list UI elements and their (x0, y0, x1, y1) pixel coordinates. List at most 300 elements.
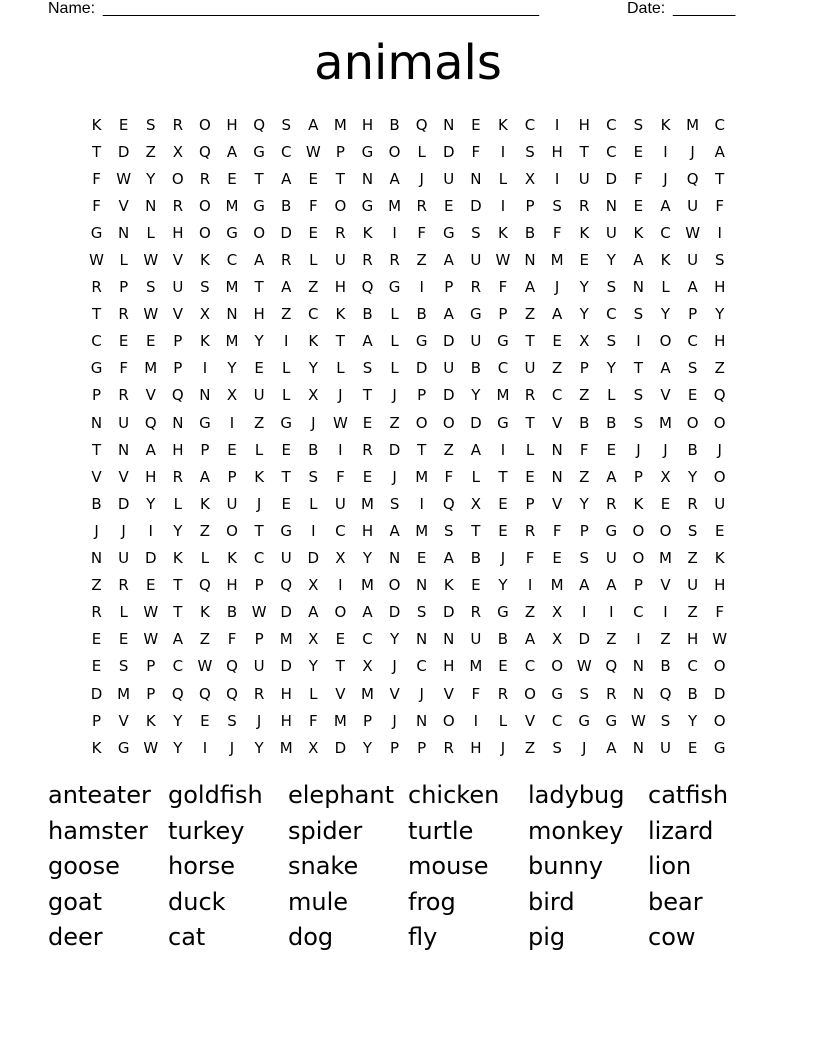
grid-letter: G (117, 738, 130, 757)
grid-letter: O (334, 603, 347, 622)
grid-letter: H (686, 630, 699, 649)
grid-letter: Z (579, 386, 590, 405)
grid-letter: U (687, 576, 699, 595)
grid-letter: E (91, 630, 102, 649)
grid-letter: U (578, 169, 590, 188)
grid-letter: P (173, 332, 183, 351)
grid-letter: U (470, 332, 482, 351)
grid-letter: E (145, 576, 156, 595)
grid-letter: H (551, 142, 563, 161)
grid-letter: J (500, 738, 506, 757)
word-bank-item: lion (648, 852, 692, 881)
word-bank-item: goldfish (168, 781, 263, 809)
grid-letter: A (172, 630, 183, 649)
grid-letter: V (524, 711, 536, 730)
grid-letter: N (605, 196, 617, 215)
grid-letter: M (279, 738, 293, 757)
word-bank-item: turkey (168, 816, 245, 845)
grid-letter: I (663, 142, 668, 161)
grid-letter: Y (606, 251, 616, 270)
grid-letter: I (338, 440, 343, 459)
grid-letter: F (525, 549, 535, 568)
grid-letter: H (714, 332, 726, 351)
word-bank-item: snake (288, 852, 359, 881)
grid-letter: Y (254, 738, 264, 757)
grid-letter: U (118, 413, 130, 432)
grid-letter: L (146, 223, 155, 242)
grid-letter: Q (171, 684, 184, 703)
grid-letter: T (633, 359, 643, 378)
grid-letter: A (606, 467, 617, 486)
grid-letter: A (362, 332, 373, 351)
grid-letter: B (470, 359, 481, 378)
grid-letter: V (145, 386, 156, 405)
grid-letter: R (524, 386, 536, 405)
grid-letter: B (281, 196, 292, 215)
grid-letter: C (91, 332, 102, 351)
grid-letter: P (633, 576, 643, 595)
grid-letter: N (443, 630, 455, 649)
word-bank-item: cow (648, 923, 696, 952)
grid-letter: S (633, 386, 644, 405)
grid-letter: A (145, 440, 156, 459)
word-bank-item: ladybug (528, 781, 625, 809)
grid-letter: H (172, 223, 184, 242)
grid-letter: U (714, 494, 726, 513)
grid-letter: V (118, 196, 129, 215)
name-label: Name: (48, 0, 96, 17)
grid-letter: V (552, 413, 563, 432)
grid-letter: K (172, 549, 183, 568)
grid-letter: O (713, 711, 726, 730)
grid-letter: U (605, 549, 617, 568)
grid-letter: V (389, 684, 400, 703)
grid-letter: J (690, 142, 695, 161)
grid-letter: B (660, 657, 671, 676)
grid-letter: E (498, 494, 508, 513)
grid-letter: M (225, 278, 239, 297)
grid-letter: O (199, 223, 211, 242)
grid-letter: F (715, 196, 725, 215)
word-bank-item: goose (48, 852, 120, 881)
grid-letter: J (392, 711, 397, 730)
grid-letter: R (362, 440, 373, 459)
grid-letter: I (717, 223, 722, 242)
grid-letter: G (415, 332, 428, 351)
grid-letter: R (443, 738, 454, 757)
grid-letter: B (579, 413, 590, 432)
grid-letter: Z (687, 549, 698, 568)
worksheet-header (48, 0, 748, 20)
grid-letter: X (660, 467, 671, 486)
grid-letter: Q (199, 684, 211, 703)
grid-letter: C (524, 657, 536, 676)
grid-letter: L (498, 711, 508, 730)
grid-letter: C (551, 386, 563, 405)
grid-letter: P (498, 305, 508, 324)
grid-letter: B (524, 223, 536, 242)
grid-letter: M (496, 386, 510, 405)
grid-letter: T (525, 413, 535, 432)
grid-letter: E (227, 169, 237, 188)
grid-letter: Y (389, 630, 400, 649)
grid-letter: S (633, 115, 644, 134)
grid-letter: J (256, 494, 262, 513)
grid-letter: D (307, 549, 320, 568)
grid-letter: I (554, 169, 560, 188)
grid-letter: M (415, 467, 429, 486)
grid-letter: N (361, 169, 374, 188)
grid-letter: E (633, 196, 644, 215)
grid-letter: G (551, 684, 563, 703)
word-bank-item: frog (408, 887, 456, 916)
grid-letter: R (91, 603, 102, 622)
grid-letter: G (442, 223, 455, 242)
grid-letter: E (579, 251, 589, 270)
grid-letter: G (253, 142, 265, 161)
grid-letter: F (715, 603, 725, 622)
grid-letter: P (390, 738, 400, 757)
grid-letter: L (471, 467, 481, 486)
grid-letter: D (442, 142, 455, 161)
grid-letter: I (148, 521, 153, 540)
grid-letter: L (498, 169, 508, 188)
grid-letter: S (525, 142, 535, 161)
grid-letter: L (309, 251, 318, 270)
grid-letter: O (713, 413, 726, 432)
word-bank-item: mouse (408, 852, 489, 881)
grid-letter: L (525, 440, 535, 459)
grid-letter: L (254, 440, 264, 459)
grid-letter: E (254, 359, 264, 378)
grid-letter: C (606, 115, 617, 134)
grid-letter: Z (687, 603, 698, 622)
grid-letter: W (143, 738, 159, 757)
grid-letter: E (444, 196, 454, 215)
grid-letter: R (470, 278, 482, 297)
grid-letter: G (280, 521, 293, 540)
grid-letter: V (172, 305, 183, 324)
grid-letter: J (392, 467, 397, 486)
grid-letter: I (338, 576, 343, 595)
grid-letter: S (471, 223, 481, 242)
grid-letter: E (687, 386, 698, 405)
word-bank-item: hamster (48, 816, 148, 845)
grid-letter: P (444, 278, 454, 297)
grid-letter: M (469, 657, 483, 676)
grid-letter: A (443, 251, 454, 270)
grid-letter: Y (362, 549, 373, 568)
grid-letter: M (550, 576, 564, 595)
grid-letter: B (687, 684, 698, 703)
grid-letter: K (660, 115, 671, 134)
grid-letter: P (579, 521, 589, 540)
grid-letter: T (173, 603, 183, 622)
grid-letter: Y (579, 494, 589, 513)
grid-letter: Q (280, 576, 293, 595)
grid-letter: Y (173, 738, 183, 757)
grid-letter: W (143, 305, 159, 324)
grid-letter: E (471, 576, 481, 595)
grid-letter: S (200, 278, 210, 297)
grid-letter: Z (660, 630, 671, 649)
grid-letter: R (118, 305, 129, 324)
grid-letter: O (226, 521, 238, 540)
grid-letter: S (227, 711, 237, 730)
grid-letter: S (606, 278, 617, 297)
grid-letter: A (281, 278, 292, 297)
grid-letter: S (579, 549, 589, 568)
grid-letter: E (362, 413, 373, 432)
grid-letter: Y (146, 494, 156, 513)
word-bank-item: anteater (48, 781, 151, 809)
grid-letter: V (118, 711, 129, 730)
grid-letter: T (281, 467, 291, 486)
grid-letter: M (415, 521, 429, 540)
grid-letter: R (118, 386, 129, 405)
grid-letter: Y (146, 169, 156, 188)
grid-letter: E (308, 169, 319, 188)
grid-letter: S (118, 657, 129, 676)
grid-letter: R (606, 494, 617, 513)
grid-letter: B (497, 630, 509, 649)
grid-letter: A (308, 603, 319, 622)
grid-letter: W (712, 630, 728, 649)
grid-letter: A (389, 521, 400, 540)
grid-letter: H (145, 467, 157, 486)
grid-letter: T (335, 657, 345, 676)
grid-letter: Z (524, 305, 536, 324)
grid-letter: O (442, 711, 455, 730)
grid-letter: B (416, 305, 427, 324)
grid-letter: Z (524, 603, 536, 622)
grid-letter: C (226, 251, 238, 270)
grid-letter: H (226, 115, 238, 134)
grid-letter: W (251, 603, 267, 622)
grid-letter: Z (308, 278, 319, 297)
grid-letter: F (552, 521, 562, 540)
grid-letter: Q (199, 142, 211, 161)
grid-letter: J (419, 169, 424, 188)
grid-letter: J (338, 386, 343, 405)
grid-letter: E (91, 657, 102, 676)
grid-letter: L (417, 142, 426, 161)
grid-letter: Q (442, 494, 455, 513)
grid-letter: X (308, 386, 319, 405)
grid-letter: Z (389, 413, 400, 432)
grid-letter: A (579, 576, 590, 595)
grid-letter: R (199, 169, 211, 188)
grid-letter: K (91, 115, 102, 134)
grid-letter: T (91, 142, 102, 161)
grid-letter: T (715, 169, 725, 188)
grid-letter: W (495, 251, 511, 270)
word-bank-item: catfish (648, 781, 729, 809)
grid-letter: V (660, 576, 671, 595)
grid-letter: A (552, 305, 563, 324)
grid-letter: N (118, 440, 130, 459)
grid-letter: R (416, 196, 427, 215)
grid-letter: D (117, 142, 130, 161)
grid-letter: M (361, 576, 374, 595)
grid-letter: A (687, 278, 698, 297)
word-bank-item: goat (48, 887, 103, 916)
grid-letter: D (442, 386, 455, 405)
grid-letter: Q (199, 576, 211, 595)
grid-letter: U (470, 630, 482, 649)
grid-letter: T (91, 305, 102, 324)
grid-letter: Z (552, 359, 563, 378)
grid-letter: V (443, 684, 454, 703)
grid-letter: O (659, 521, 672, 540)
grid-letter: T (335, 332, 345, 351)
grid-letter: E (498, 521, 508, 540)
grid-letter: L (119, 603, 128, 622)
grid-letter: D (117, 494, 130, 513)
grid-letter: O (388, 142, 401, 161)
grid-letter: R (524, 521, 536, 540)
grid-letter: I (202, 359, 208, 378)
grid-letter: A (253, 251, 265, 270)
grid-letter: S (308, 467, 319, 486)
grid-letter: K (254, 467, 265, 486)
grid-letter: B (606, 413, 617, 432)
grid-letter: J (717, 440, 722, 459)
grid-letter: F (471, 684, 481, 703)
grid-letter: L (336, 359, 345, 378)
grid-letter: G (361, 196, 374, 215)
grid-letter: I (473, 711, 479, 730)
grid-letter: X (199, 305, 211, 324)
grid-letter: L (119, 251, 128, 270)
grid-letter: Y (173, 711, 183, 730)
grid-letter: J (419, 684, 424, 703)
grid-letter: M (225, 332, 239, 351)
grid-letter: U (660, 738, 671, 757)
grid-letter: I (419, 278, 424, 297)
grid-letter: Y (471, 386, 481, 405)
grid-letter: R (606, 684, 617, 703)
page-title: animals (314, 35, 502, 91)
grid-letter: M (686, 115, 700, 134)
word-bank-item: cat (168, 923, 206, 952)
grid-letter: K (200, 603, 210, 622)
grid-letter: J (94, 521, 99, 540)
grid-letter: C (714, 115, 725, 134)
grid-letter: P (146, 657, 156, 676)
word-bank-item: turtle (408, 816, 474, 845)
grid-letter: B (308, 440, 319, 459)
grid-letter: E (552, 549, 562, 568)
grid-letter: B (470, 549, 481, 568)
grid-letter: I (500, 142, 506, 161)
grid-letter: K (145, 711, 156, 730)
grid-letter: R (362, 251, 373, 270)
grid-letter: A (660, 196, 671, 215)
grid-letter: I (202, 738, 208, 757)
name-blank-line[interactable]: _________________________________________________ (103, 0, 540, 17)
grid-letter: M (333, 711, 347, 730)
grid-letter: J (229, 738, 235, 757)
grid-letter: N (551, 440, 563, 459)
grid-letter: Y (606, 359, 616, 378)
grid-letter: C (308, 305, 319, 324)
grid-letter: G (605, 711, 618, 730)
grid-letter: P (579, 359, 589, 378)
grid-letter: C (633, 603, 644, 622)
grid-letter: G (253, 196, 265, 215)
grid-letter: U (226, 494, 238, 513)
grid-letter: I (554, 115, 560, 134)
grid-letter: S (389, 494, 400, 513)
grid-letter: N (388, 549, 401, 568)
grid-letter: I (311, 521, 316, 540)
grid-letter: F (444, 467, 454, 486)
grid-letter: V (552, 494, 563, 513)
grid-letter: F (308, 196, 318, 215)
grid-letter: N (90, 413, 103, 432)
grid-letter: E (118, 115, 129, 134)
grid-letter: P (633, 467, 643, 486)
date-blank-line[interactable]: _______ (673, 0, 736, 17)
grid-letter: Q (713, 386, 726, 405)
grid-letter: A (443, 549, 454, 568)
grid-letter: D (280, 223, 292, 242)
grid-letter: P (119, 278, 129, 297)
grid-letter: P (92, 711, 102, 730)
grid-letter: H (443, 657, 455, 676)
grid-letter: C (335, 521, 346, 540)
grid-letter: C (253, 549, 265, 568)
grid-letter: J (500, 549, 506, 568)
grid-letter: E (308, 223, 319, 242)
grid-letter: L (173, 494, 182, 513)
grid-letter: A (524, 278, 536, 297)
grid-letter: P (335, 142, 345, 161)
word-bank-item: dog (288, 923, 334, 952)
grid-letter: M (117, 684, 131, 703)
grid-letter: R (687, 494, 698, 513)
grid-letter: Z (579, 467, 590, 486)
grid-letter: S (362, 359, 373, 378)
grid-letter: I (582, 603, 587, 622)
grid-letter: X (335, 549, 346, 568)
grid-letter: R (253, 684, 265, 703)
grid-letter: J (663, 440, 668, 459)
grid-letter: R (497, 684, 509, 703)
grid-letter: F (471, 142, 481, 161)
grid-letter: T (525, 332, 535, 351)
grid-letter: M (225, 196, 239, 215)
grid-letter: K (91, 738, 102, 757)
grid-letter: S (633, 305, 644, 324)
grid-letter: J (582, 738, 587, 757)
grid-letter: C (280, 142, 292, 161)
grid-letter: B (226, 603, 238, 622)
grid-letter: M (361, 494, 374, 513)
grid-letter: T (471, 521, 481, 540)
grid-letter: K (498, 115, 508, 134)
grid-letter: I (500, 196, 506, 215)
grid-letter: P (254, 576, 264, 595)
grid-letter: S (687, 359, 698, 378)
grid-letter: D (442, 332, 455, 351)
grid-letter: K (714, 549, 725, 568)
grid-letter: Q (171, 386, 184, 405)
grid-letter: D (144, 549, 157, 568)
grid-letter: I (663, 603, 668, 622)
grid-letter: G (497, 413, 509, 432)
